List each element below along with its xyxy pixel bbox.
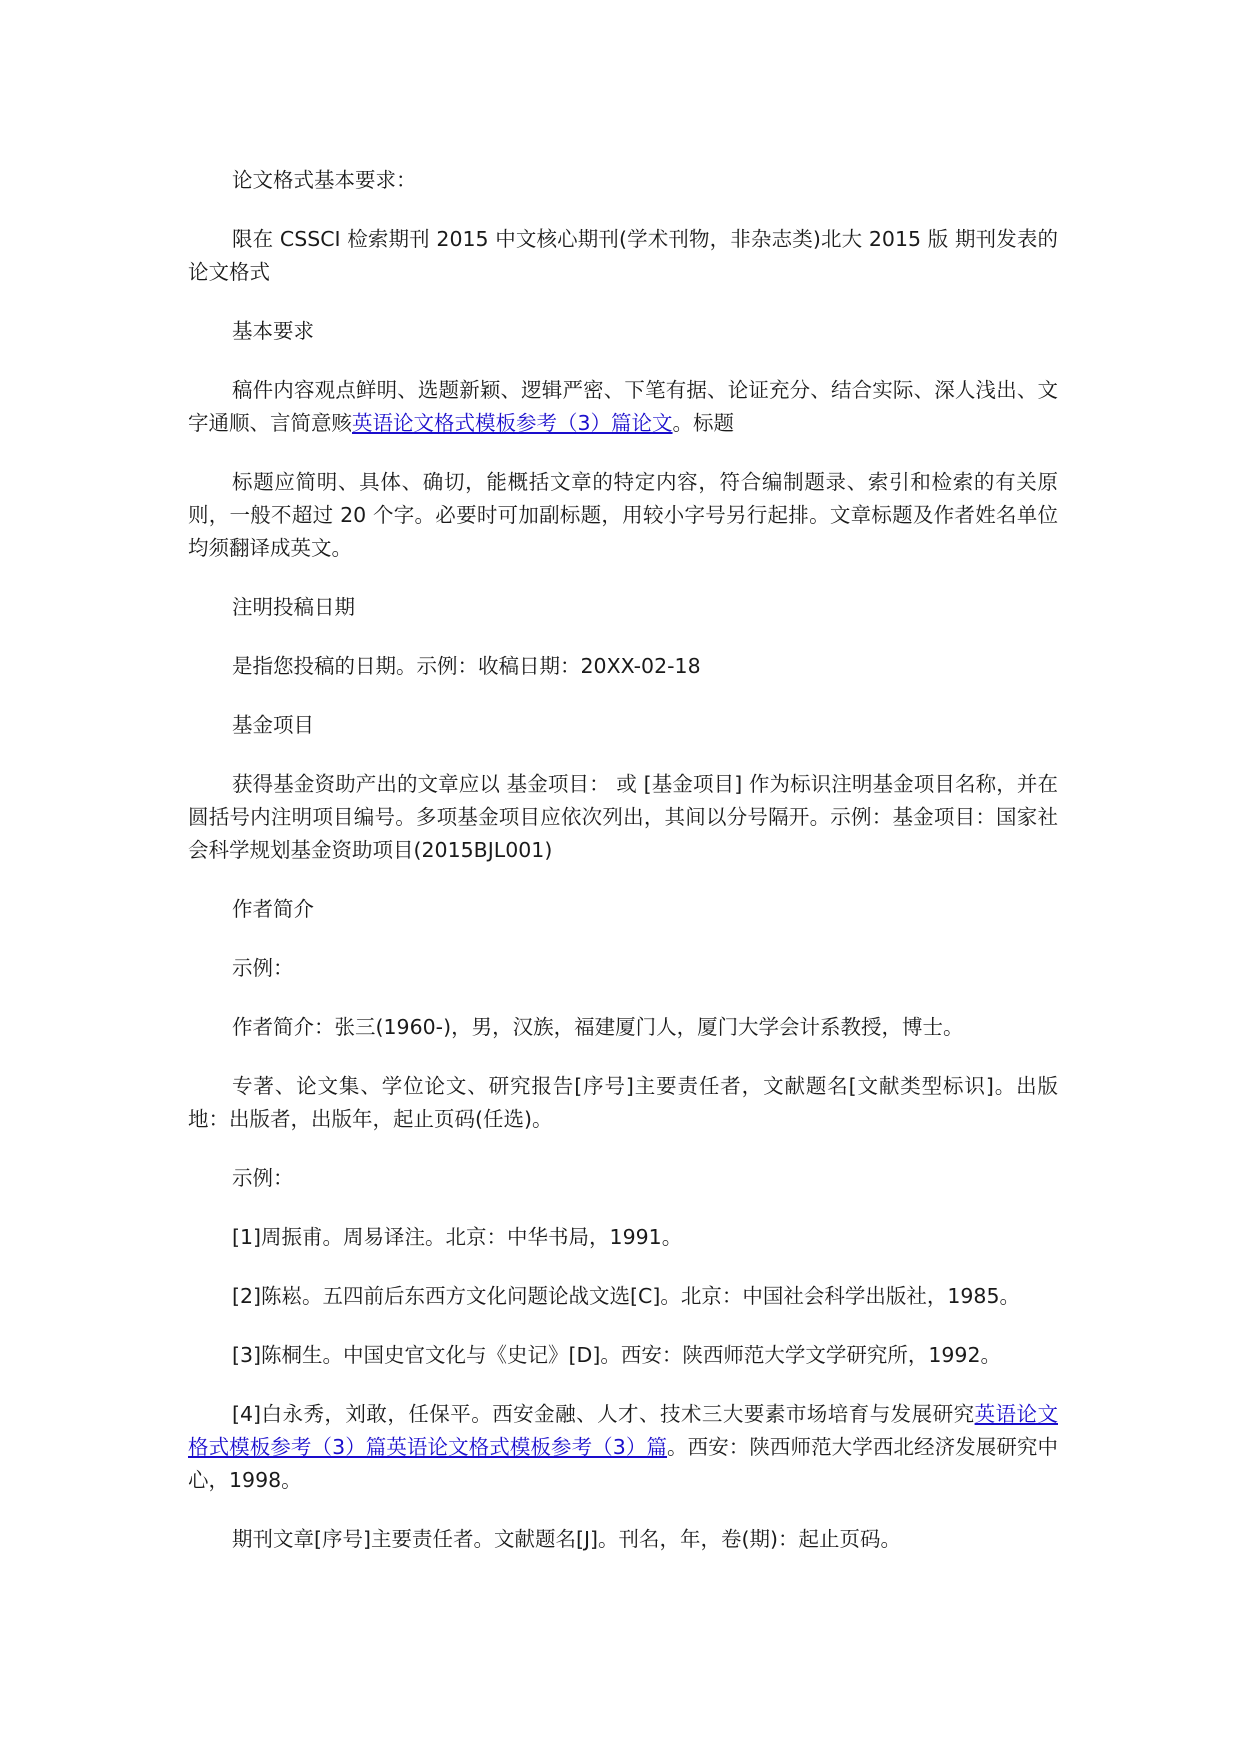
paragraph-text: 示例：	[232, 1166, 294, 1190]
paragraph-text: 获得基金资助产出的文章应以 基金项目： 或 [基金项目] 作为标识注明基金项目名称，并在圆括号内注明项目编号。多项基金项目应依次列出，其间以分号隔开。示例：基金项目：国家社会科学规划基金资助项目(2015BJL001)	[188, 772, 1058, 862]
paragraph-text: 标题应简明、具体、确切，能概括文章的特定内容，符合编制题录、索引和检索的有关原则，一般不超过 20 个字。必要时可加副标题，用较小字号另行起排。文章标题及作者姓名单位均须翻译成英文。	[188, 470, 1058, 560]
paragraph	[188, 1070, 1058, 1136]
paragraph-text: 。标题	[672, 411, 735, 435]
paragraph-text: 基金项目	[232, 713, 314, 737]
paragraph	[188, 1011, 1058, 1044]
paragraph-text: 期刊文章[序号]主要责任者。文献题名[J]。刊名，年，卷(期)：起止页码。	[232, 1527, 902, 1551]
paragraph-text: 专著、论文集、学位论文、研究报告[序号]主要责任者，文献题名[文献类型标识]。出版地：出版者，出版年，起止页码(任选)。	[188, 1074, 1058, 1131]
paragraph-text: [2]陈崧。五四前后东西方文化问题论战文选[C]。北京：中国社会科学出版社，1985。	[232, 1284, 1021, 1308]
paragraph-text: 作者简介：张三(1960-)，男，汉族，福建厦门人，厦门大学会计系教授，博士。	[232, 1015, 964, 1039]
paragraph	[188, 164, 1058, 197]
paragraph-text: 论文格式基本要求：	[232, 168, 417, 192]
paragraph-text: 稿件内容观点鲜明、选题新颖、逻辑严密、下笔有据、论证充分、结合实际、深人浅出、文字通顺、言简意赅	[188, 378, 1058, 435]
paragraph-text: 。西安：陕西师范大学西北经济发展研究中心，1998。	[188, 1435, 1058, 1492]
paragraph	[188, 1339, 1058, 1372]
paragraph-text: [1]周振甫。周易译注。北京：中华书局，1991。	[232, 1225, 683, 1249]
document-page	[188, 164, 1058, 1582]
paragraph-text: 限在 CSSCI 检索期刊 2015 中文核心期刊(学术刊物，非杂志类)北大 2015 版 期刊发表的论文格式	[188, 227, 1058, 284]
paragraph-text: 示例：	[232, 956, 294, 980]
paragraph	[188, 315, 1058, 348]
paragraph-text: [4]白永秀，刘敢，任保平。西安金融、人才、技术三大要素市场培育与发展研究	[232, 1402, 975, 1426]
inline-link[interactable]: 英语论文格式模板参考（3）篇论文	[352, 411, 673, 435]
paragraph	[188, 1221, 1058, 1254]
paragraph	[188, 1162, 1058, 1195]
paragraph	[188, 1523, 1058, 1556]
paragraph	[188, 591, 1058, 624]
paragraph-text: 作者简介	[232, 897, 314, 921]
paragraph-text: 注明投稿日期	[232, 595, 355, 619]
paragraph	[188, 650, 1058, 683]
inline-link[interactable]: 英语论文格式模板参考（3）篇英语论文格式模板参考（3）篇	[188, 1402, 1058, 1459]
paragraph	[188, 1398, 1058, 1497]
paragraph-text: 是指您投稿的日期。示例：收稿日期：20XX-02-18	[232, 654, 701, 678]
paragraph	[188, 709, 1058, 742]
paragraph	[188, 374, 1058, 440]
paragraph	[188, 952, 1058, 985]
paragraph-text: 基本要求	[232, 319, 314, 343]
paragraph	[188, 223, 1058, 289]
paragraph	[188, 768, 1058, 867]
paragraph	[188, 466, 1058, 565]
paragraph	[188, 893, 1058, 926]
paragraph-text: [3]陈桐生。中国史官文化与《史记》[D]。西安：陕西师范大学文学研究所，1992。	[232, 1343, 1001, 1367]
paragraph	[188, 1280, 1058, 1313]
